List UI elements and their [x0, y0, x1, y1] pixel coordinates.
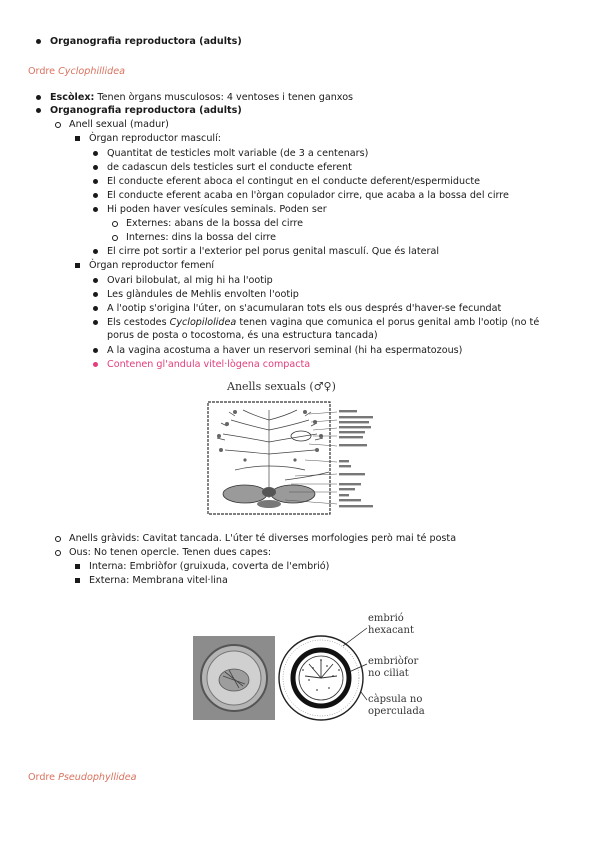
masc-item: El conducte eferent acaba en l'òrgan copulador cirre, que acaba a la bossa del cirre: [107, 190, 509, 201]
fem-item-highlight: Contenen gl'andula vitel·lògena compacta: [107, 359, 311, 370]
anells-sexuals-figure: [205, 380, 390, 518]
label-hexacant: hexacant: [368, 625, 414, 636]
fem-title: Òrgan reproductor femení: [89, 260, 215, 271]
anell-sexual-item: Anell sexual (madur): [69, 119, 169, 130]
masc-subitem: Internes: dins la bossa del cirre: [126, 232, 277, 243]
fem-item-cestodes: Els cestodes Cyclopilolidea tenen vagina que comunica el porus genital amb l'ootip (no té porus de posta o tocostoma, és una estructura tancada): [107, 316, 547, 342]
top-heading: Organografia reproductora (adults): [50, 36, 242, 47]
label-embriofor: embriòfor: [368, 656, 419, 667]
masc-item: El cirre pot sortir a l'exterior pel porus genital masculí. Que és lateral: [107, 246, 440, 257]
label-capsula: càpsula no: [368, 694, 423, 705]
anells-gravids-item: Anells gràvids: Cavitat tancada. L'úter té diverses morfologies però mai té posta: [69, 533, 457, 544]
masc-item: Hi poden haver vesícules seminals. Poden ser: [107, 204, 327, 215]
fem-item: Les glàndules de Mehlis envolten l'ootip: [107, 289, 299, 300]
ous-item: Ous: No tenen opercle. Tenen dues capes:: [69, 547, 272, 558]
masc-item: El conducte eferent aboca el contingut en el conducte deferent/espermiducte: [107, 176, 481, 187]
escolex-item: Escòlex: Tenen òrgans musculosos: 4 ventoses i tenen ganxos: [50, 92, 354, 103]
label-operculada: operculada: [368, 706, 425, 717]
fem-item: A l'ootip s'origina l'úter, on s'acumularan tots els ous després d'haver-se fecundat: [107, 303, 502, 314]
ous-layer-item: Interna: Embriòfor (gruixuda, coverta de l'embrió): [89, 561, 330, 572]
fem-item: A la vagina acostuma a haver un reservori seminal (hi ha espermatozous): [107, 345, 463, 356]
masc-item: Quantitat de testicles molt variable (de 3 a centenars): [107, 148, 369, 159]
masc-title: Òrgan reproductor masculí:: [89, 133, 221, 144]
masc-item: de cadascun dels testicles surt el conducte eferent: [107, 162, 352, 173]
masc-subitem: Externes: abans de la bossa del cirre: [126, 218, 303, 229]
label-no-ciliat: no ciliat: [368, 668, 409, 679]
egg-figure: [193, 606, 423, 722]
label-embrio: embrió: [368, 613, 404, 624]
section-heading-pseudophyllidea: Ordre Pseudophyllidea: [28, 772, 137, 783]
figure-title: Anells sexuals (♂♀): [227, 380, 336, 393]
ous-layer-item: Externa: Membrana vitel·lina: [89, 575, 228, 586]
proglottid-diagram: [205, 380, 390, 518]
fem-item: Ovari bilobulat, al mig hi ha l'ootip: [107, 275, 273, 286]
section-heading-cyclophillidea: Ordre Cyclophillidea: [28, 66, 125, 77]
organografia-item: Organografia reproductora (adults): [50, 105, 242, 116]
